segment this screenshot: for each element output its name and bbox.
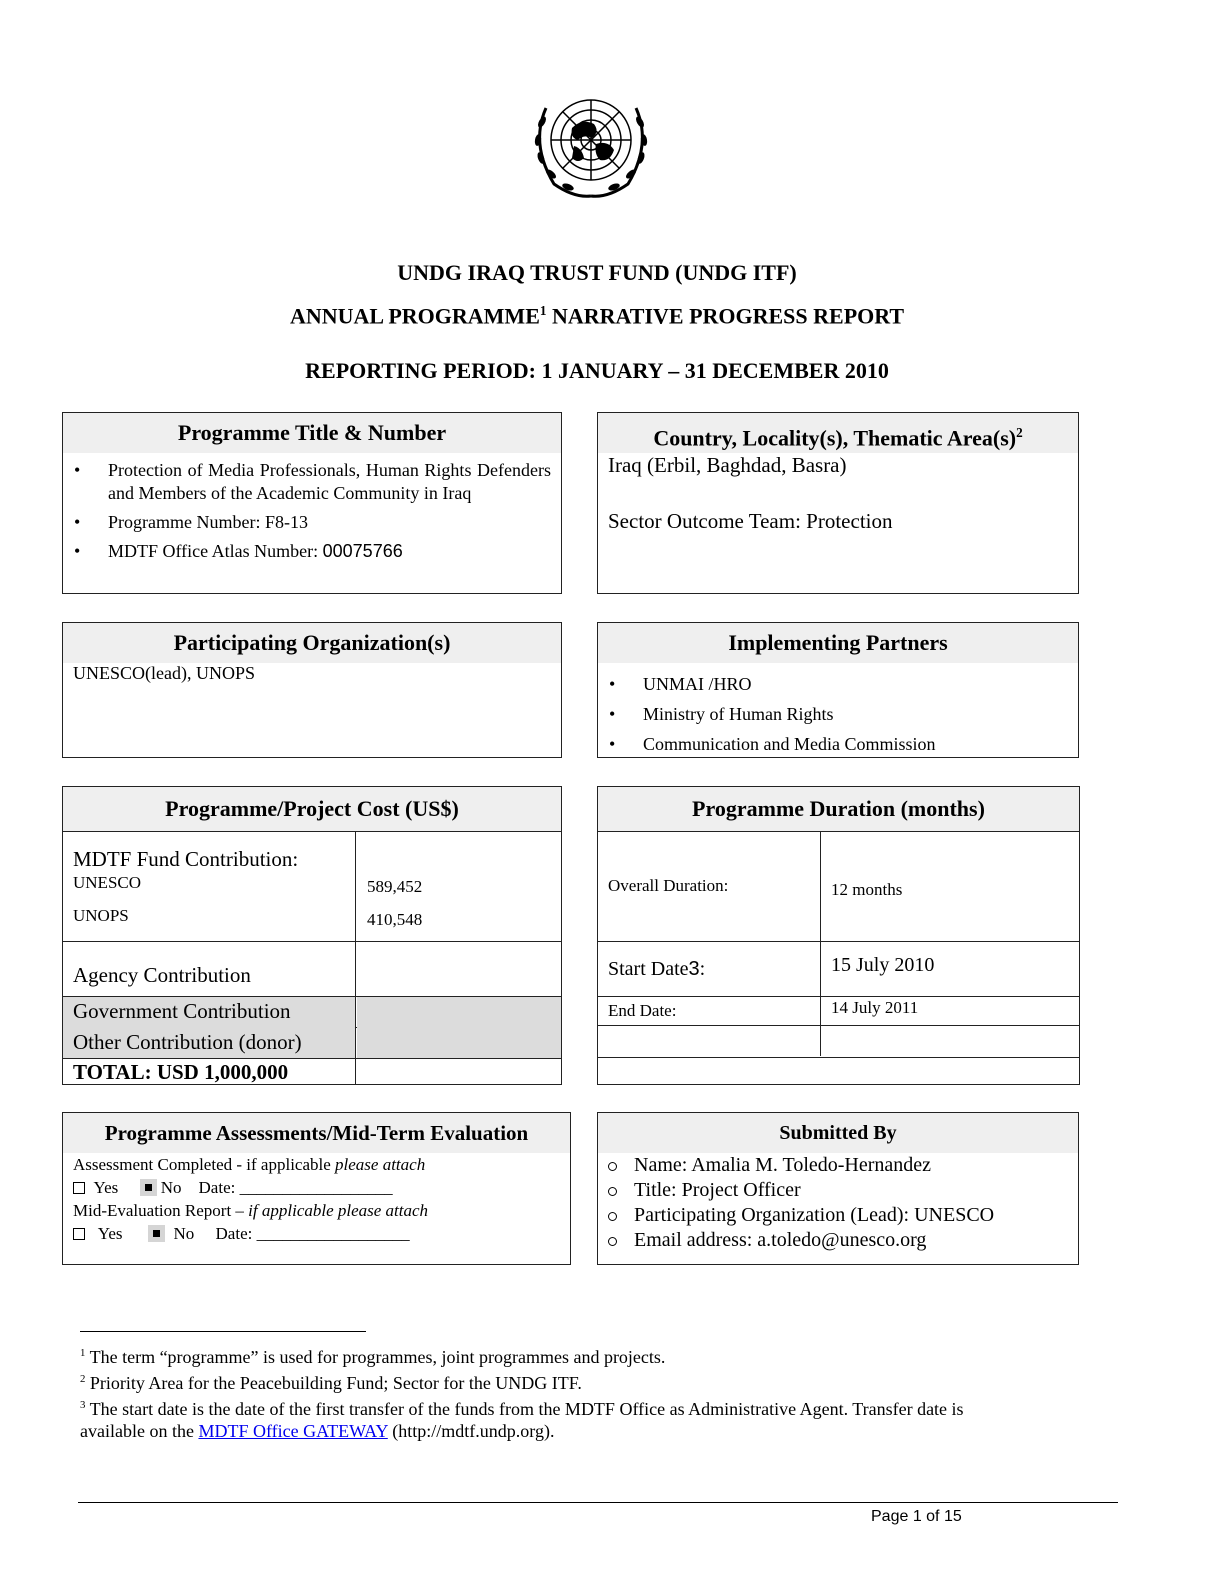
mid-evaluation-no-label: No (173, 1224, 195, 1243)
start-date-colon: : (699, 958, 706, 980)
report-title-b: NARRATIVE PROGRESS REPORT (546, 303, 905, 329)
overall-duration-label: Overall Duration: (608, 876, 729, 895)
assessment-date-field: Date: __________________ (198, 1178, 393, 1197)
submitted-list (598, 1153, 1078, 1253)
cost-box (62, 786, 562, 1085)
start-date-label (608, 958, 705, 981)
country-locality: Iraq (Erbil, Baghdad, Basra) (608, 453, 847, 477)
submitted-name: Name: Amalia M. Toledo-Hernandez (598, 1153, 1078, 1178)
footnote-3-continued (80, 1420, 1090, 1442)
end-date-value: 14 July 2011 (831, 998, 919, 1017)
mid-evaluation-no-checkbox-checked[interactable] (148, 1225, 165, 1242)
mdtf-gateway-link[interactable]: MDTF Office GATEWAY (198, 1421, 388, 1441)
footnote-ref-2: 2 (1016, 425, 1023, 440)
assessment-yes-checkbox[interactable] (73, 1182, 85, 1194)
assessment-no-checkbox-checked[interactable] (140, 1179, 157, 1196)
footnote-3-post: (http://mdtf.undp.org). (387, 1421, 555, 1441)
reporting-period: REPORTING PERIOD: 1 JANUARY – 31 DECEMBER 2010 (305, 358, 889, 383)
atlas-number-label: MDTF Office Atlas Number: (108, 541, 323, 561)
overall-duration-value: 12 months (831, 880, 903, 899)
footnote-1 (80, 1342, 1090, 1368)
footnote-3-number: 3 (80, 1399, 86, 1411)
assessment-box (62, 1112, 571, 1265)
participating-box (62, 622, 562, 758)
footnote-separator (80, 1331, 366, 1332)
submitted-heading: Submitted By (598, 1113, 1078, 1153)
other-contribution-label: Other Contribution (donor) (73, 1030, 302, 1054)
mid-evaluation-note: if applicable please attach (248, 1201, 429, 1220)
agency-contribution-label: Agency Contribution (73, 963, 251, 987)
mid-evaluation-yes-checkbox[interactable] (73, 1228, 85, 1240)
end-date-label: End Date: (608, 1001, 677, 1020)
assessment-completed-note: please attach (335, 1155, 426, 1174)
country-box (597, 412, 1079, 594)
assessment-completed-line (73, 1153, 428, 1176)
report-title (0, 303, 1194, 329)
footnote-2-number: 2 (80, 1373, 86, 1385)
implementing-list (598, 669, 1078, 759)
country-heading-text: Country, Locality(s), Thematic Area(s) (653, 425, 1017, 451)
submitted-organization: Participating Organization (Lead): UNESCO (598, 1203, 1078, 1228)
implementing-box (597, 622, 1079, 758)
unesco-label: UNESCO (73, 873, 142, 892)
programme-number-item: • Programme Number: F8-13 (63, 511, 561, 534)
partner-item: • Ministry of Human Rights (598, 699, 1078, 729)
start-date-value: 15 July 2010 (831, 954, 935, 976)
mid-evaluation-label: Mid-Evaluation Report – (73, 1201, 249, 1220)
mid-evaluation-line (73, 1199, 428, 1222)
participating-orgs: UNESCO(lead), UNOPS (73, 663, 255, 683)
footnote-1-number: 1 (80, 1347, 86, 1359)
un-emblem-logo (524, 88, 658, 202)
footnote-2-text: Priority Area for the Peacebuilding Fund; Sector for the UNDG ITF. (89, 1373, 582, 1393)
footnote-3-pre: available on the (80, 1421, 199, 1441)
footer-rule (78, 1502, 1118, 1503)
report-fund-title: UNDG IRAQ TRUST FUND (UNDG ITF) (397, 260, 797, 285)
sector-outcome-team: Sector Outcome Team: Protection (608, 509, 893, 533)
assessment-yes-label: Yes (93, 1178, 119, 1197)
submitted-title: Title: Project Officer (598, 1178, 1078, 1203)
assessment-content (73, 1153, 428, 1245)
assessment-completed-label: Assessment Completed - if applicable (73, 1155, 336, 1174)
duration-heading: Programme Duration (months) (598, 787, 1079, 831)
unops-value: 410,548 (367, 910, 423, 929)
start-date-text: Start Date (608, 958, 689, 980)
footnote-1-text: The term “programme” is used for programmes, joint programmes and projects. (89, 1347, 666, 1367)
atlas-number-item (63, 540, 561, 563)
submitted-email: Email address: a.toledo@unesco.org (598, 1228, 1078, 1253)
page-number: Page 1 of 15 (871, 1508, 962, 1525)
programme-title-list (63, 459, 561, 563)
footnote-ref-3: 3 (688, 958, 700, 980)
footnote-ref-1: 1 (539, 303, 547, 318)
submitted-box (597, 1112, 1079, 1265)
total-label: TOTAL: USD 1,000,000 (73, 1060, 289, 1084)
assessment-completed-options (73, 1176, 428, 1199)
unesco-value: 589,452 (367, 877, 423, 896)
assessment-heading: Programme Assessments/Mid-Term Evaluation (63, 1113, 570, 1153)
partner-item: • Communication and Media Commission (598, 729, 1078, 759)
participating-heading: Participating Organization(s) (63, 623, 561, 663)
mdtf-fund-label: MDTF Fund Contribution: (73, 847, 299, 871)
report-title-a: ANNUAL PROGRAMME (289, 303, 540, 329)
atlas-number-value: 00075766 (322, 541, 403, 561)
partner-item: • UNMAI /HRO (598, 669, 1078, 699)
footnote-2 (80, 1368, 1090, 1394)
mid-evaluation-options (73, 1222, 428, 1245)
footnote-3-text: The start date is the date of the first transfer of the funds from the MDTF Office as Administrative Agent. Transfer date is (89, 1399, 964, 1419)
duration-box (597, 786, 1080, 1085)
programme-title-heading: Programme Title & Number (63, 413, 561, 453)
mid-evaluation-date-field: Date: __________________ (215, 1224, 410, 1243)
footnote-3 (80, 1394, 1090, 1420)
assessment-no-label: No (160, 1178, 182, 1197)
mid-evaluation-yes-label: Yes (97, 1224, 123, 1243)
programme-name-item: • Protection of Media Professionals, Human Rights Defenders and Members of the Academic Community in Iraq (63, 459, 561, 505)
cost-heading: Programme/Project Cost (US$) (63, 787, 561, 831)
footnotes (80, 1342, 1090, 1442)
unops-label: UNOPS (73, 906, 129, 925)
implementing-heading: Implementing Partners (598, 623, 1078, 663)
country-heading (598, 413, 1078, 453)
government-contribution-label: Government Contribution (73, 999, 291, 1023)
programme-title-box (62, 412, 562, 594)
